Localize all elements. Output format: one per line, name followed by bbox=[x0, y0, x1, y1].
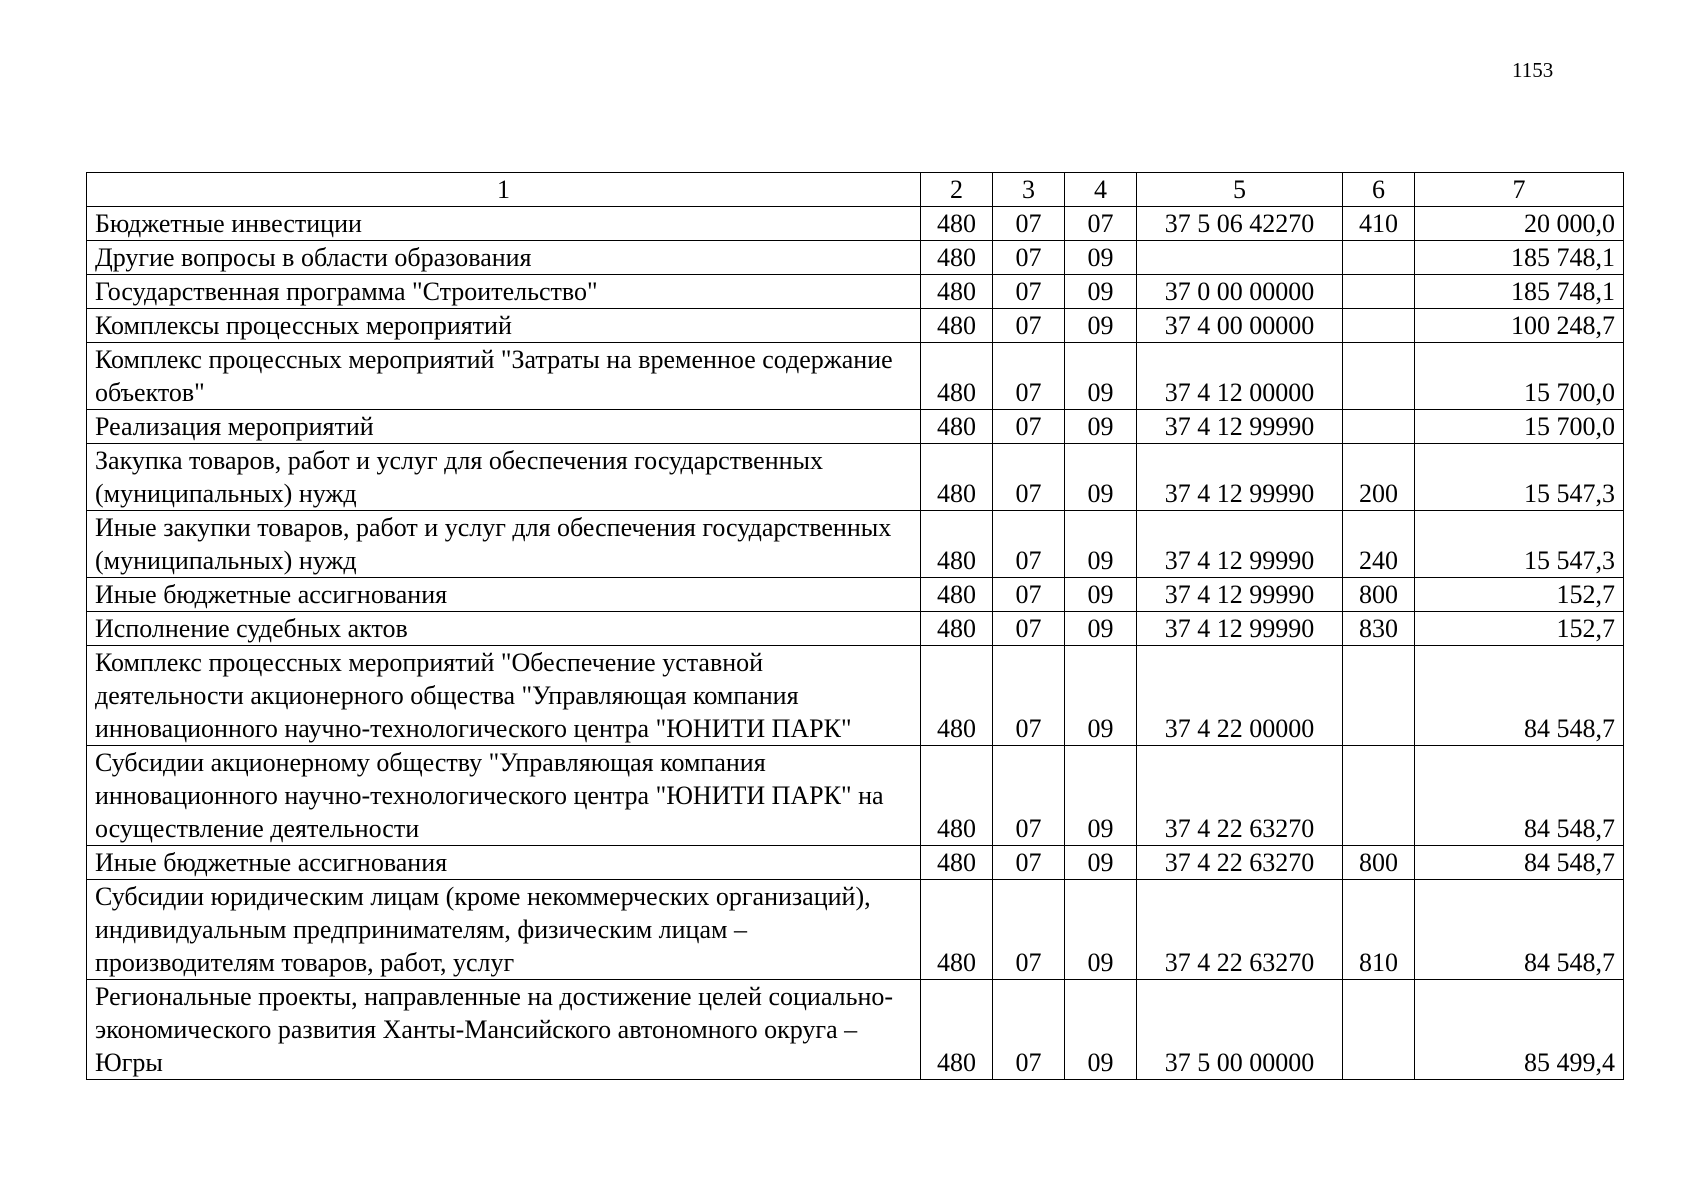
section-code: 07 bbox=[993, 511, 1065, 578]
row-name: Иные бюджетные ассигнования bbox=[87, 578, 921, 612]
target-article: 37 4 12 99990 bbox=[1137, 612, 1343, 646]
expense-type bbox=[1343, 410, 1415, 444]
expense-type: 240 bbox=[1343, 511, 1415, 578]
subsection-code: 07 bbox=[1065, 207, 1137, 241]
target-article bbox=[1137, 241, 1343, 275]
header-cell: 5 bbox=[1137, 173, 1343, 207]
ministry-code: 480 bbox=[921, 275, 993, 309]
subsection-code: 09 bbox=[1065, 511, 1137, 578]
row-name: Иные бюджетные ассигнования bbox=[87, 846, 921, 880]
section-code: 07 bbox=[993, 980, 1065, 1080]
subsection-code: 09 bbox=[1065, 846, 1137, 880]
subsection-code: 09 bbox=[1065, 612, 1137, 646]
expense-type bbox=[1343, 241, 1415, 275]
budget-table bbox=[86, 172, 1624, 1080]
target-article: 37 0 00 00000 bbox=[1137, 275, 1343, 309]
expense-type bbox=[1343, 275, 1415, 309]
subsection-code: 09 bbox=[1065, 646, 1137, 746]
section-code: 07 bbox=[993, 578, 1065, 612]
section-code: 07 bbox=[993, 880, 1065, 980]
row-name: Другие вопросы в области образования bbox=[87, 241, 921, 275]
expense-type: 800 bbox=[1343, 846, 1415, 880]
ministry-code: 480 bbox=[921, 846, 993, 880]
expense-type: 810 bbox=[1343, 880, 1415, 980]
target-article: 37 5 00 00000 bbox=[1137, 980, 1343, 1080]
amount: 152,7 bbox=[1415, 578, 1624, 612]
row-name: Закупка товаров, работ и услуг для обеспечения государственных (муниципальных) нужд bbox=[87, 444, 921, 511]
amount: 152,7 bbox=[1415, 612, 1624, 646]
header-cell: 3 bbox=[993, 173, 1065, 207]
row-name: Комплексы процессных мероприятий bbox=[87, 309, 921, 343]
table-row bbox=[87, 880, 1624, 980]
target-article: 37 4 12 99990 bbox=[1137, 410, 1343, 444]
expense-type bbox=[1343, 980, 1415, 1080]
subsection-code: 09 bbox=[1065, 578, 1137, 612]
header-cell: 4 bbox=[1065, 173, 1137, 207]
subsection-code: 09 bbox=[1065, 880, 1137, 980]
row-name: Региональные проекты, направленные на достижение целей социально-экономического развития Ханты-Мансийского автономного округа – Югры bbox=[87, 980, 921, 1080]
table-row bbox=[87, 444, 1624, 511]
subsection-code: 09 bbox=[1065, 444, 1137, 511]
row-name: Комплекс процессных мероприятий "Обеспечение уставной деятельности акционерного общества "Управляющая компания инновационного научно-технологического центра "ЮНИТИ ПАРК" bbox=[87, 646, 921, 746]
subsection-code: 09 bbox=[1065, 309, 1137, 343]
expense-type bbox=[1343, 646, 1415, 746]
amount: 185 748,1 bbox=[1415, 241, 1624, 275]
expense-type bbox=[1343, 343, 1415, 410]
table-row bbox=[87, 511, 1624, 578]
table-row bbox=[87, 846, 1624, 880]
expense-type bbox=[1343, 309, 1415, 343]
amount: 84 548,7 bbox=[1415, 846, 1624, 880]
amount: 84 548,7 bbox=[1415, 880, 1624, 980]
ministry-code: 480 bbox=[921, 578, 993, 612]
target-article: 37 4 22 63270 bbox=[1137, 846, 1343, 880]
row-name: Субсидии юридическим лицам (кроме некоммерческих организаций), индивидуальным предпринимателям, физическим лицам – производителям товаров, работ, услуг bbox=[87, 880, 921, 980]
target-article: 37 4 22 63270 bbox=[1137, 880, 1343, 980]
row-name: Исполнение судебных актов bbox=[87, 612, 921, 646]
target-article: 37 4 22 63270 bbox=[1137, 746, 1343, 846]
amount: 20 000,0 bbox=[1415, 207, 1624, 241]
section-code: 07 bbox=[993, 309, 1065, 343]
amount: 84 548,7 bbox=[1415, 646, 1624, 746]
expense-type bbox=[1343, 746, 1415, 846]
ministry-code: 480 bbox=[921, 343, 993, 410]
row-name: Иные закупки товаров, работ и услуг для обеспечения государственных (муниципальных) нужд bbox=[87, 511, 921, 578]
amount: 15 547,3 bbox=[1415, 444, 1624, 511]
target-article: 37 5 06 42270 bbox=[1137, 207, 1343, 241]
header-cell: 2 bbox=[921, 173, 993, 207]
row-name: Государственная программа "Строительство" bbox=[87, 275, 921, 309]
header-cell: 7 bbox=[1415, 173, 1624, 207]
section-code: 07 bbox=[993, 444, 1065, 511]
amount: 100 248,7 bbox=[1415, 309, 1624, 343]
expense-type: 830 bbox=[1343, 612, 1415, 646]
table-row bbox=[87, 207, 1624, 241]
section-code: 07 bbox=[993, 343, 1065, 410]
table-row bbox=[87, 646, 1624, 746]
subsection-code: 09 bbox=[1065, 241, 1137, 275]
row-name: Реализация мероприятий bbox=[87, 410, 921, 444]
table-row bbox=[87, 241, 1624, 275]
page-number: 1153 bbox=[1512, 58, 1554, 82]
ministry-code: 480 bbox=[921, 980, 993, 1080]
expense-type: 410 bbox=[1343, 207, 1415, 241]
header-cell: 1 bbox=[87, 173, 921, 207]
target-article: 37 4 12 99990 bbox=[1137, 578, 1343, 612]
subsection-code: 09 bbox=[1065, 980, 1137, 1080]
target-article: 37 4 12 99990 bbox=[1137, 511, 1343, 578]
amount: 15 700,0 bbox=[1415, 343, 1624, 410]
ministry-code: 480 bbox=[921, 410, 993, 444]
target-article: 37 4 12 00000 bbox=[1137, 343, 1343, 410]
row-name: Субсидии акционерному обществу "Управляющая компания инновационного научно-технологического центра "ЮНИТИ ПАРК" на осуществление деятельности bbox=[87, 746, 921, 846]
table-row bbox=[87, 275, 1624, 309]
amount: 85 499,4 bbox=[1415, 980, 1624, 1080]
ministry-code: 480 bbox=[921, 612, 993, 646]
expense-type: 200 bbox=[1343, 444, 1415, 511]
section-code: 07 bbox=[993, 612, 1065, 646]
ministry-code: 480 bbox=[921, 746, 993, 846]
section-code: 07 bbox=[993, 275, 1065, 309]
header-cell: 6 bbox=[1343, 173, 1415, 207]
table-row bbox=[87, 410, 1624, 444]
amount: 84 548,7 bbox=[1415, 746, 1624, 846]
amount: 185 748,1 bbox=[1415, 275, 1624, 309]
table-row bbox=[87, 309, 1624, 343]
section-code: 07 bbox=[993, 241, 1065, 275]
subsection-code: 09 bbox=[1065, 746, 1137, 846]
ministry-code: 480 bbox=[921, 880, 993, 980]
ministry-code: 480 bbox=[921, 646, 993, 746]
table-header-row bbox=[87, 173, 1624, 207]
subsection-code: 09 bbox=[1065, 410, 1137, 444]
target-article: 37 4 12 99990 bbox=[1137, 444, 1343, 511]
table-row bbox=[87, 612, 1624, 646]
table-row bbox=[87, 343, 1624, 410]
expense-type: 800 bbox=[1343, 578, 1415, 612]
section-code: 07 bbox=[993, 746, 1065, 846]
section-code: 07 bbox=[993, 646, 1065, 746]
table-row bbox=[87, 746, 1624, 846]
amount: 15 547,3 bbox=[1415, 511, 1624, 578]
table-row bbox=[87, 980, 1624, 1080]
subsection-code: 09 bbox=[1065, 343, 1137, 410]
ministry-code: 480 bbox=[921, 444, 993, 511]
section-code: 07 bbox=[993, 207, 1065, 241]
ministry-code: 480 bbox=[921, 207, 993, 241]
target-article: 37 4 22 00000 bbox=[1137, 646, 1343, 746]
target-article: 37 4 00 00000 bbox=[1137, 309, 1343, 343]
table-row bbox=[87, 578, 1624, 612]
row-name: Комплекс процессных мероприятий "Затраты на временное содержание объектов" bbox=[87, 343, 921, 410]
subsection-code: 09 bbox=[1065, 275, 1137, 309]
row-name: Бюджетные инвестиции bbox=[87, 207, 921, 241]
ministry-code: 480 bbox=[921, 511, 993, 578]
amount: 15 700,0 bbox=[1415, 410, 1624, 444]
section-code: 07 bbox=[993, 846, 1065, 880]
section-code: 07 bbox=[993, 410, 1065, 444]
ministry-code: 480 bbox=[921, 241, 993, 275]
ministry-code: 480 bbox=[921, 309, 993, 343]
